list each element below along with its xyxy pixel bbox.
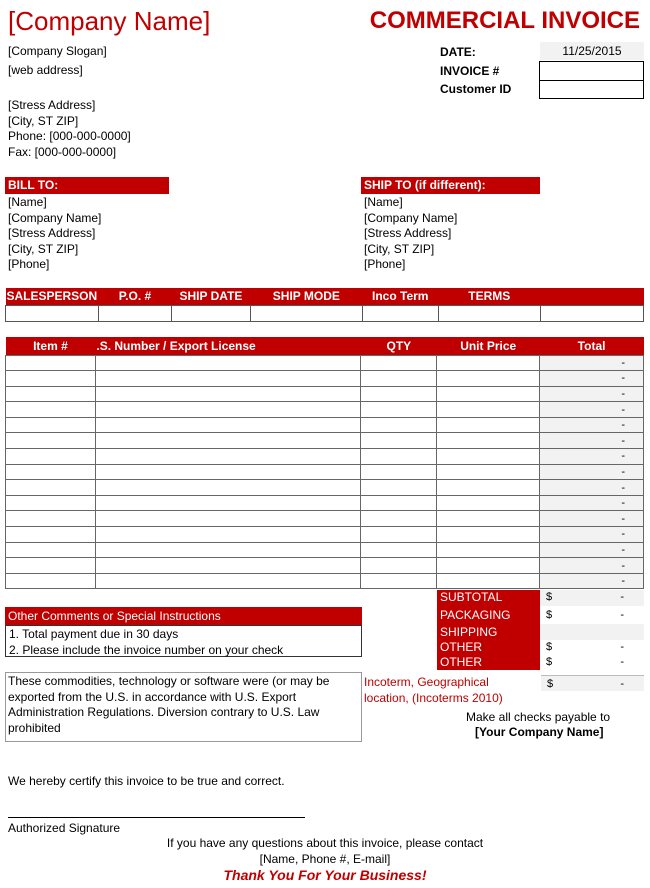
blank-cell[interactable] (540, 305, 643, 321)
po-header: P.O. # (98, 288, 172, 305)
address-line: [City, ST ZIP] (8, 113, 79, 128)
shipping-value (540, 624, 644, 640)
qty-cell[interactable] (361, 542, 437, 558)
currency-symbol: $ (546, 655, 553, 668)
unit-price-cell[interactable] (437, 464, 540, 480)
item-row (6, 433, 644, 449)
document-title: COMMERCIAL INVOICE (369, 7, 640, 34)
comments-box[interactable] (5, 625, 362, 657)
totals-row (437, 640, 644, 655)
totals-row (437, 606, 644, 624)
item-number-cell[interactable] (6, 542, 96, 558)
currency-symbol: $ (547, 678, 554, 690)
export-license-cell[interactable] (95, 542, 361, 558)
terms-cell[interactable] (438, 305, 540, 321)
blank-header (540, 288, 643, 305)
compliance-line: These commodities, technology or software were (or may be (8, 674, 330, 688)
item-row (6, 527, 644, 543)
total-cell: - (540, 402, 644, 418)
unit-price-cell[interactable] (437, 371, 540, 387)
signature-line[interactable] (8, 817, 305, 818)
unit-price-cell[interactable] (437, 386, 540, 402)
payable-company: [Your Company Name] (475, 725, 604, 739)
item-row (6, 386, 644, 402)
unit-price-cell[interactable] (437, 495, 540, 511)
unit-price-cell[interactable] (437, 527, 540, 543)
item-row (6, 558, 644, 574)
comment-line: 1. Total payment due in 30 days (9, 627, 179, 641)
item-number-cell[interactable] (6, 480, 96, 496)
item-row (6, 464, 644, 480)
qty-cell[interactable] (361, 386, 437, 402)
shipping-table (5, 288, 644, 322)
unit-price-cell[interactable] (437, 573, 540, 589)
invoice-number-field[interactable] (539, 61, 644, 81)
other-value (540, 640, 644, 655)
item-number-cell[interactable] (6, 449, 96, 465)
customer-id-field[interactable] (539, 80, 644, 99)
comments-header (5, 607, 362, 625)
amount: - (620, 608, 624, 621)
incoterm-line: location, (Incoterms 2010) (364, 691, 503, 705)
po-cell[interactable] (98, 305, 172, 321)
certification-text: We hereby certify this invoice to be true and correct. (8, 774, 285, 788)
total-cell: - (540, 542, 644, 558)
export-license-cell[interactable] (95, 480, 361, 496)
qty-cell[interactable] (361, 371, 437, 387)
items-table (5, 337, 644, 589)
unit-price-cell[interactable] (437, 355, 540, 371)
company-slogan: [Company Slogan] (8, 44, 107, 58)
qty-cell[interactable] (361, 558, 437, 574)
total-cell: - (540, 464, 644, 480)
subtotal-label: SUBTOTAL (437, 590, 540, 606)
item-number-cell[interactable] (6, 495, 96, 511)
total-cell: - (540, 433, 644, 449)
totals-row (437, 624, 644, 640)
amount: - (620, 640, 624, 653)
ship-to-line: [Phone] (364, 257, 406, 271)
qty-cell[interactable] (361, 511, 437, 527)
web-address: [web address] (8, 63, 83, 77)
total-cell: - (540, 511, 644, 527)
totals-block (437, 590, 644, 670)
total-cell: - (540, 527, 644, 543)
item-row (6, 542, 644, 558)
total-cell: - (540, 449, 644, 465)
total-header: Total (540, 337, 644, 355)
phone-line: Phone: [000-000-0000] (8, 129, 131, 143)
item-row (6, 355, 644, 371)
export-license-cell[interactable] (95, 355, 361, 371)
qty-cell[interactable] (361, 417, 437, 433)
unit-price-cell[interactable] (437, 449, 540, 465)
compliance-box (5, 672, 362, 742)
export-license-cell[interactable] (95, 449, 361, 465)
footer-contact: [Name, Phone #, E-mail] (259, 852, 391, 866)
export-license-cell[interactable] (95, 558, 361, 574)
currency-symbol: $ (546, 591, 553, 603)
ship-to-line: [Stress Address] (364, 226, 452, 240)
item-number-cell[interactable] (6, 433, 96, 449)
ship-to-block (364, 195, 457, 273)
export-license-cell[interactable] (95, 511, 361, 527)
bill-to-line: [City, ST ZIP] (8, 241, 79, 256)
total-cell: - (540, 480, 644, 496)
unit-price-cell[interactable] (437, 480, 540, 496)
thank-you-text: Thank You For Your Business! (223, 867, 427, 883)
export-license-cell[interactable] (95, 495, 361, 511)
qty-cell[interactable] (361, 449, 437, 465)
qty-cell[interactable] (361, 480, 437, 496)
qty-cell[interactable] (361, 573, 437, 589)
footer-question: If you have any questions about this invoice, please contact (166, 836, 484, 850)
ship-date-cell[interactable] (172, 305, 251, 321)
qty-cell[interactable] (361, 355, 437, 371)
bill-to-header (5, 177, 169, 194)
item-row (6, 402, 644, 418)
bill-to-line: [Phone] (8, 257, 50, 271)
item-number-cell[interactable] (6, 417, 96, 433)
date-value[interactable]: 11/25/2015 (540, 42, 644, 60)
total-cell: - (540, 573, 644, 589)
total-cell: - (540, 355, 644, 371)
item-number-cell[interactable] (6, 464, 96, 480)
export-license-cell[interactable] (95, 386, 361, 402)
other-label-2: OTHER (437, 655, 540, 670)
item-row (6, 449, 644, 465)
item-row (6, 495, 644, 511)
item-number-cell[interactable] (6, 355, 96, 371)
address-line: [Stress Address] (8, 98, 96, 112)
item-number-cell[interactable] (6, 371, 96, 387)
item-number-cell[interactable] (6, 402, 96, 418)
export-license-header: .S. Number / Export License (95, 337, 361, 355)
ship-date-header: SHIP DATE (172, 288, 251, 305)
customer-id-label: Customer ID (440, 82, 512, 96)
export-license-cell[interactable] (95, 464, 361, 480)
total-cell: - (540, 371, 644, 387)
ship-mode-header: SHIP MODE (250, 288, 362, 305)
payable-line: Make all checks payable to (466, 710, 611, 724)
bill-to-line: [Stress Address] (8, 226, 96, 240)
qty-cell[interactable] (361, 464, 437, 480)
export-license-cell[interactable] (95, 402, 361, 418)
company-address (8, 98, 131, 160)
compliance-line: prohibited (8, 720, 61, 735)
amount: - (620, 655, 624, 668)
item-row (6, 573, 644, 589)
compliance-line: exported from the U.S. in accordance with U.S. Export (8, 689, 297, 704)
qty-header: QTY (361, 337, 437, 355)
unit-price-cell[interactable] (437, 433, 540, 449)
comments-label: Other Comments or Special Instructions (8, 609, 221, 623)
bill-to-label: BILL TO: (8, 178, 59, 192)
bill-to-line: [Company Name] (8, 210, 102, 225)
item-row (6, 511, 644, 527)
item-row (6, 480, 644, 496)
export-license-cell[interactable] (95, 371, 361, 387)
amount: - (620, 591, 624, 603)
ship-to-line: [Company Name] (364, 210, 458, 225)
packaging-label: PACKAGING (437, 606, 540, 624)
ship-mode-cell[interactable] (250, 305, 362, 321)
ship-to-line: [Name] (364, 195, 403, 209)
fax-line: Fax: [000-000-0000] (8, 144, 117, 159)
unit-price-cell[interactable] (437, 511, 540, 527)
amount: - (620, 678, 624, 690)
grand-total-value (541, 675, 644, 691)
item-number-cell[interactable] (6, 527, 96, 543)
qty-cell[interactable] (361, 402, 437, 418)
item-number-cell[interactable] (6, 573, 96, 589)
signature-label: Authorized Signature (8, 821, 121, 835)
item-number-header: Item # (6, 337, 96, 355)
totals-row (437, 590, 644, 606)
ship-to-line: [City, ST ZIP] (364, 241, 435, 256)
total-cell: - (540, 417, 644, 433)
qty-cell[interactable] (361, 495, 437, 511)
item-number-cell[interactable] (6, 558, 96, 574)
inco-term-cell[interactable] (362, 305, 438, 321)
terms-header: TERMS (438, 288, 540, 305)
totals-row (437, 655, 644, 670)
date-label: DATE: (440, 45, 476, 59)
export-license-cell[interactable] (95, 417, 361, 433)
other-label: OTHER (437, 640, 540, 655)
unit-price-header: Unit Price (437, 337, 540, 355)
qty-cell[interactable] (361, 433, 437, 449)
ship-to-header (361, 177, 540, 194)
shipping-label: SHIPPING (437, 624, 540, 640)
unit-price-cell[interactable] (437, 417, 540, 433)
item-number-cell[interactable] (6, 386, 96, 402)
currency-symbol: $ (546, 640, 553, 653)
total-cell: - (540, 558, 644, 574)
unit-price-cell[interactable] (437, 558, 540, 574)
company-name: [Company Name] (8, 6, 211, 36)
ship-to-label: SHIP TO (if different): (364, 178, 486, 192)
incoterm-line: Incoterm, Geographical (364, 675, 489, 689)
item-number-cell[interactable] (6, 511, 96, 527)
other-value-2 (540, 655, 644, 670)
qty-cell[interactable] (361, 527, 437, 543)
total-cell: - (540, 495, 644, 511)
incoterm-note (364, 674, 503, 706)
item-row (6, 417, 644, 433)
total-cell: - (540, 386, 644, 402)
salesperson-cell[interactable] (6, 305, 99, 321)
unit-price-cell[interactable] (437, 402, 540, 418)
bill-to-line: [Name] (8, 195, 47, 209)
inco-term-header: Inco Term (362, 288, 438, 305)
unit-price-cell[interactable] (437, 542, 540, 558)
packaging-value (540, 606, 644, 624)
compliance-line: Administration Regulations. Diversion contrary to U.S. Law (8, 705, 320, 719)
salesperson-header: SALESPERSON (6, 289, 98, 304)
export-license-cell[interactable] (95, 573, 361, 589)
item-row (6, 371, 644, 387)
currency-symbol: $ (546, 608, 553, 621)
export-license-cell[interactable] (95, 527, 361, 543)
bill-to-block (8, 195, 101, 273)
comment-line: 2. Please include the invoice number on your check (9, 642, 284, 657)
invoice-number-label: INVOICE # (440, 64, 500, 78)
export-license-cell[interactable] (95, 433, 361, 449)
subtotal-value (540, 590, 644, 606)
